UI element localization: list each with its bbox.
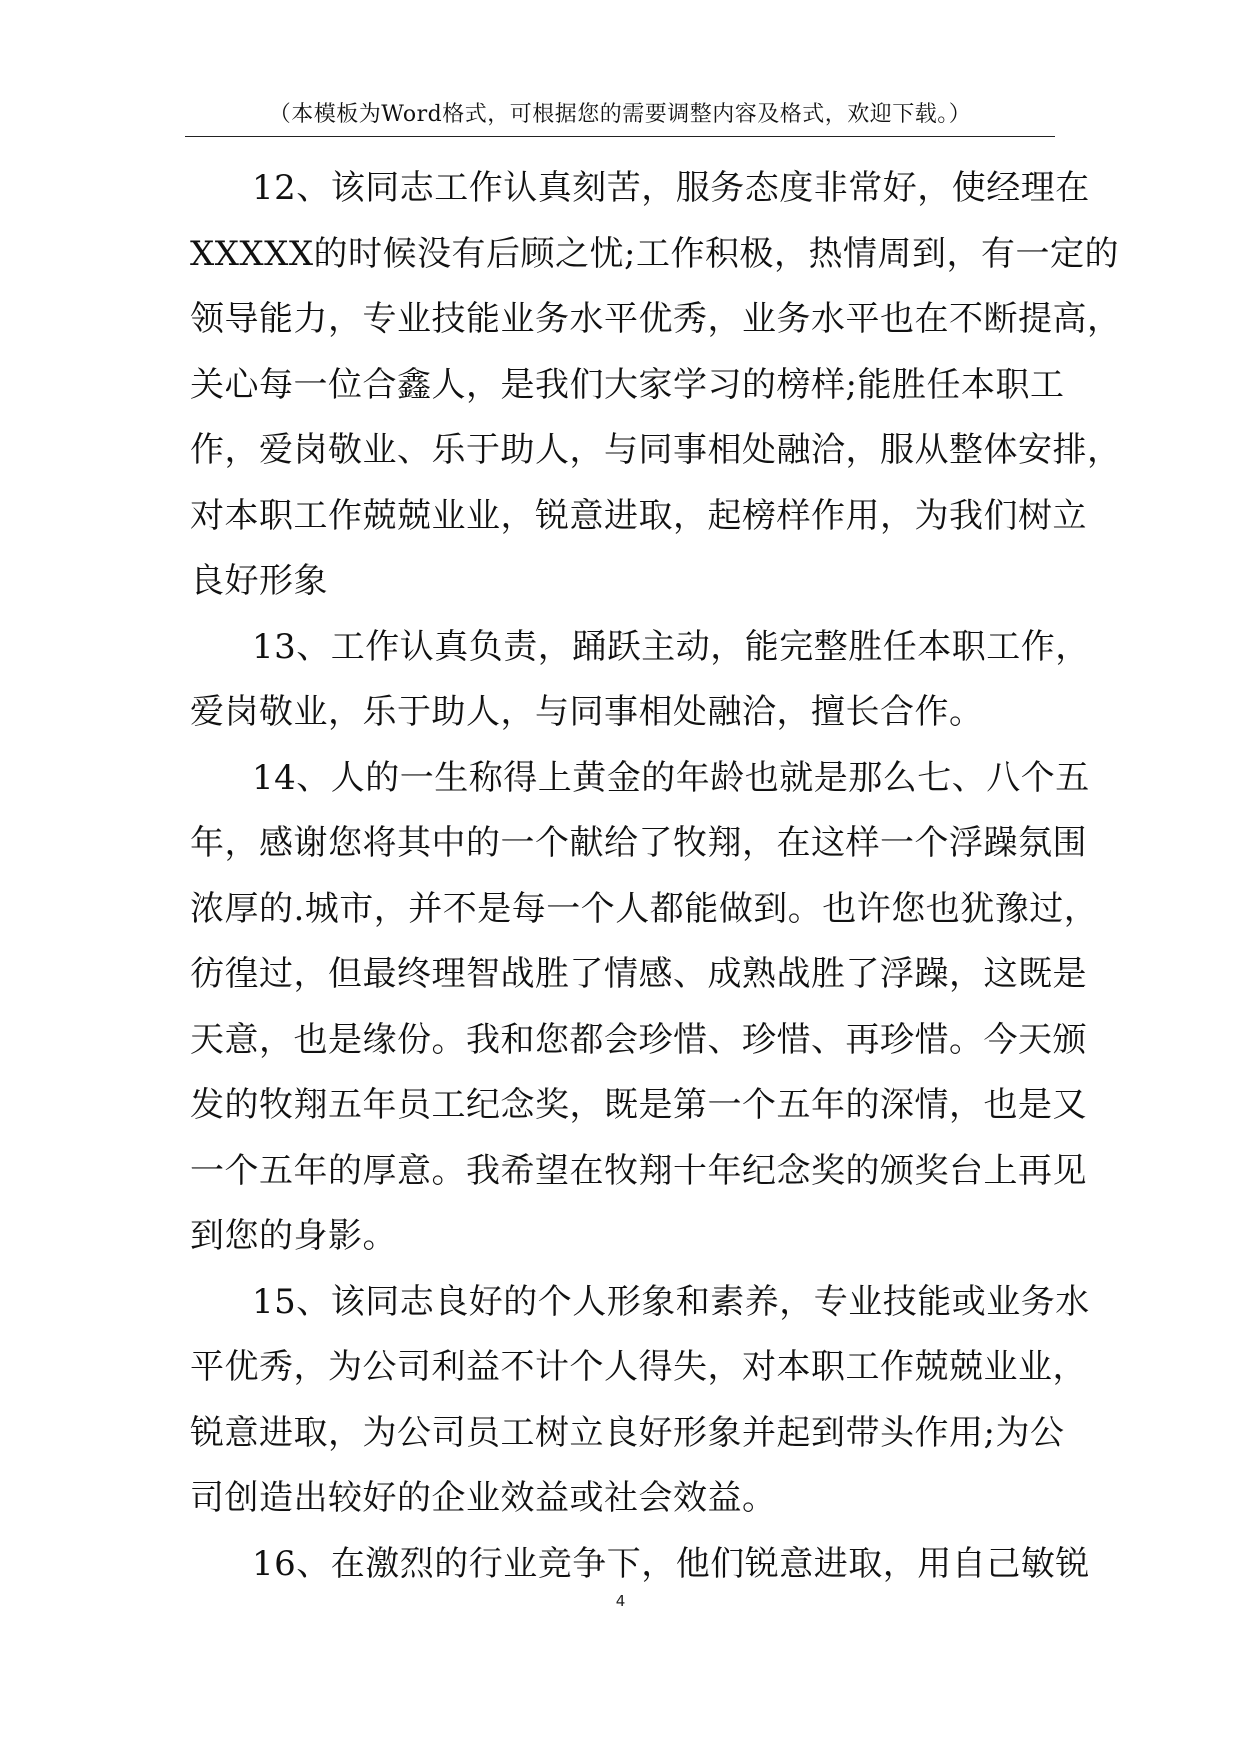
text-line: 发的牧翔五年员工纪念奖，既是第一个五年的深情，也是又 [190,1085,1087,1125]
text-line: 关心每一位合鑫人，是我们大家学习的榜样;能胜任本职工 [190,364,1065,405]
text-line: 12、该同志工作认真刻苦，服务态度非常好，使经理在 [252,168,1090,208]
text-line: 爱岗敬业，乐于助人，与同事相处融洽，擅长合作。 [190,692,984,732]
text-line: 一个五年的厚意。我希望在牧翔十年纪念奖的颁奖台上再见 [190,1150,1087,1191]
text-line: 领导能力，专业技能业务水平优秀，业务水平也在不断提高， [190,299,1122,339]
text-line: 15、该同志良好的个人形象和素养，专业技能或业务水 [252,1281,1090,1322]
text-line: 对本职工作兢兢业业，锐意进取，起榜样作用，为我们树立 [190,495,1087,536]
text-line: 平优秀，为公司利益不计个人得失，对本职工作兢兢业业， [190,1347,1087,1387]
text-line: 到您的身影。 [190,1216,397,1256]
text-line: 14、人的一生称得上黄金的年龄也就是那么七、八个五 [252,757,1090,798]
text-line: 司创造出较好的企业效益或社会效益。 [190,1478,777,1518]
template-note-header [185,100,1055,137]
text-line: 彷徨过，但最终理智战胜了情感、成熟战胜了浮躁，这既是 [190,954,1087,994]
text-line: 16、在激烈的行业竞争下，他们锐意进取，用自己敏锐 [252,1543,1090,1584]
text-line: 良好形象 [190,561,328,601]
text-line: XXXXX的时候没有后顾之忧;工作积极，热情周到，有一定的 [190,233,1119,274]
text-line: 13、工作认真负责，踊跃主动，能完整胜任本职工作， [252,626,1090,667]
text-line: 锐意进取，为公司员工树立良好形象并起到带头作用;为公 [190,1412,1065,1453]
template-note-text: （本模板为Word格式，可根据您的需要调整内容及格式，欢迎下载。） [268,102,972,127]
text-line: 作，爱岗敬业、乐于助人，与同事相处融洽，服从整体安排， [190,430,1122,470]
document-body [190,156,1122,1597]
text-line: 天意，也是缘份。我和您都会珍惜、珍惜、再珍惜。今天颁 [190,1019,1087,1060]
text-line: 年，感谢您将其中的一个献给了牧翔，在这样一个浮躁氛围 [190,823,1087,863]
page-number: 4 [615,1592,626,1610]
text-line: 浓厚的.城市，并不是每一个人都能做到。也许您也犹豫过， [190,888,1099,929]
